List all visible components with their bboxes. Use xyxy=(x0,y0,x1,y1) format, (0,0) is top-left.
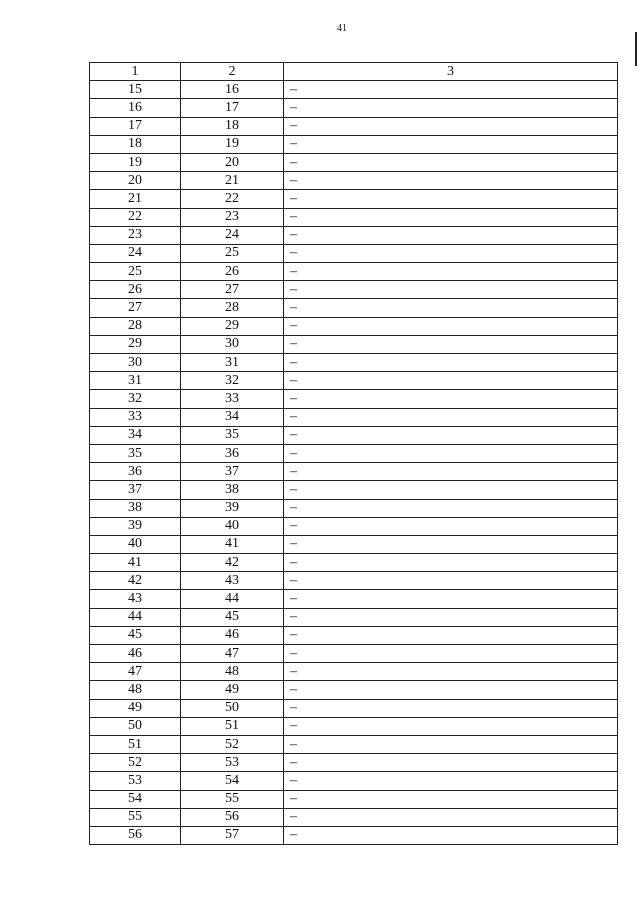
cell-col-1: 37 xyxy=(90,481,181,499)
cell-col-3: – xyxy=(284,354,618,372)
cell-col-3: – xyxy=(284,717,618,735)
cell-col-1: 55 xyxy=(90,808,181,826)
cell-col-3: – xyxy=(284,390,618,408)
cell-col-2: 52 xyxy=(181,735,284,753)
cell-col-2: 25 xyxy=(181,244,284,262)
cell-col-1: 21 xyxy=(90,190,181,208)
cell-col-2: 26 xyxy=(181,263,284,281)
cell-col-2: 28 xyxy=(181,299,284,317)
cell-col-2: 41 xyxy=(181,535,284,553)
cell-col-3: – xyxy=(284,663,618,681)
cell-col-1: 35 xyxy=(90,444,181,462)
table-row xyxy=(90,481,618,499)
cell-col-3: – xyxy=(284,172,618,190)
cell-col-2: 21 xyxy=(181,172,284,190)
table-row xyxy=(90,681,618,699)
cell-col-2: 55 xyxy=(181,790,284,808)
cell-col-1: 25 xyxy=(90,263,181,281)
cell-col-1: 42 xyxy=(90,572,181,590)
cell-col-1: 45 xyxy=(90,626,181,644)
table-row xyxy=(90,772,618,790)
page-number: 41 xyxy=(337,23,347,34)
table-row xyxy=(90,535,618,553)
cell-col-3: – xyxy=(284,463,618,481)
cell-col-3: – xyxy=(284,517,618,535)
cell-col-2: 57 xyxy=(181,826,284,844)
cell-col-2: 34 xyxy=(181,408,284,426)
cell-col-1: 47 xyxy=(90,663,181,681)
table-row xyxy=(90,754,618,772)
table-row xyxy=(90,299,618,317)
cell-col-3: – xyxy=(284,263,618,281)
cell-col-2: 46 xyxy=(181,626,284,644)
cell-col-3: – xyxy=(284,244,618,262)
table-header-row xyxy=(90,63,618,81)
column-header-1: 1 xyxy=(90,63,181,81)
cell-col-3: – xyxy=(284,608,618,626)
table-row xyxy=(90,790,618,808)
cell-col-3: – xyxy=(284,281,618,299)
cell-col-3: – xyxy=(284,117,618,135)
cell-col-1: 36 xyxy=(90,463,181,481)
cell-col-1: 17 xyxy=(90,117,181,135)
cell-col-2: 30 xyxy=(181,335,284,353)
cell-col-3: – xyxy=(284,444,618,462)
table-row xyxy=(90,99,618,117)
cell-col-2: 35 xyxy=(181,426,284,444)
cell-col-2: 50 xyxy=(181,699,284,717)
cell-col-2: 38 xyxy=(181,481,284,499)
cell-col-3: – xyxy=(284,481,618,499)
cell-col-1: 46 xyxy=(90,645,181,663)
cell-col-3: – xyxy=(284,735,618,753)
cell-col-1: 51 xyxy=(90,735,181,753)
cell-col-2: 32 xyxy=(181,372,284,390)
cell-col-2: 40 xyxy=(181,517,284,535)
table-row xyxy=(90,390,618,408)
cell-col-2: 44 xyxy=(181,590,284,608)
cell-col-1: 20 xyxy=(90,172,181,190)
cell-col-2: 20 xyxy=(181,153,284,171)
cell-col-1: 56 xyxy=(90,826,181,844)
cell-col-3: – xyxy=(284,554,618,572)
cell-col-3: – xyxy=(284,790,618,808)
table-row xyxy=(90,153,618,171)
cell-col-1: 18 xyxy=(90,135,181,153)
cell-col-1: 23 xyxy=(90,226,181,244)
table-row xyxy=(90,444,618,462)
cell-col-1: 16 xyxy=(90,99,181,117)
table-row xyxy=(90,499,618,517)
table-row xyxy=(90,117,618,135)
cell-col-3: – xyxy=(284,372,618,390)
cell-col-1: 48 xyxy=(90,681,181,699)
table-row xyxy=(90,135,618,153)
cell-col-3: – xyxy=(284,772,618,790)
cell-col-3: – xyxy=(284,499,618,517)
cell-col-3: – xyxy=(284,426,618,444)
cell-col-3: – xyxy=(284,699,618,717)
table-row xyxy=(90,263,618,281)
cell-col-2: 33 xyxy=(181,390,284,408)
cell-col-3: – xyxy=(284,208,618,226)
table-row xyxy=(90,717,618,735)
cell-col-2: 27 xyxy=(181,281,284,299)
cell-col-3: – xyxy=(284,408,618,426)
cell-col-2: 37 xyxy=(181,463,284,481)
cell-col-2: 42 xyxy=(181,554,284,572)
cell-col-3: – xyxy=(284,226,618,244)
table-row xyxy=(90,408,618,426)
cell-col-3: – xyxy=(284,572,618,590)
cell-col-3: – xyxy=(284,808,618,826)
table-row xyxy=(90,372,618,390)
cell-col-1: 50 xyxy=(90,717,181,735)
table-row xyxy=(90,208,618,226)
cell-col-1: 33 xyxy=(90,408,181,426)
cell-col-1: 27 xyxy=(90,299,181,317)
cell-col-2: 24 xyxy=(181,226,284,244)
cell-col-2: 17 xyxy=(181,99,284,117)
cell-col-1: 52 xyxy=(90,754,181,772)
cell-col-2: 31 xyxy=(181,354,284,372)
table-row xyxy=(90,281,618,299)
cell-col-1: 15 xyxy=(90,81,181,99)
cell-col-3: – xyxy=(284,81,618,99)
table-row xyxy=(90,572,618,590)
cell-col-2: 36 xyxy=(181,444,284,462)
cell-col-1: 40 xyxy=(90,535,181,553)
cell-col-1: 26 xyxy=(90,281,181,299)
cell-col-3: – xyxy=(284,317,618,335)
cell-col-2: 53 xyxy=(181,754,284,772)
table-row xyxy=(90,663,618,681)
cell-col-3: – xyxy=(284,153,618,171)
cell-col-1: 29 xyxy=(90,335,181,353)
cell-col-1: 44 xyxy=(90,608,181,626)
cell-col-2: 47 xyxy=(181,645,284,663)
table-row xyxy=(90,244,618,262)
table-row xyxy=(90,226,618,244)
cell-col-3: – xyxy=(284,535,618,553)
cell-col-2: 56 xyxy=(181,808,284,826)
table-body xyxy=(90,63,618,845)
cell-col-3: – xyxy=(284,681,618,699)
cell-col-1: 19 xyxy=(90,153,181,171)
cell-col-1: 30 xyxy=(90,354,181,372)
cell-col-1: 28 xyxy=(90,317,181,335)
cell-col-2: 22 xyxy=(181,190,284,208)
cell-col-2: 51 xyxy=(181,717,284,735)
cell-col-2: 18 xyxy=(181,117,284,135)
table-row xyxy=(90,590,618,608)
cell-col-1: 24 xyxy=(90,244,181,262)
cell-col-3: – xyxy=(284,190,618,208)
cell-col-2: 48 xyxy=(181,663,284,681)
cell-col-1: 41 xyxy=(90,554,181,572)
table-row xyxy=(90,463,618,481)
column-header-3: 3 xyxy=(284,63,618,81)
cell-col-3: – xyxy=(284,754,618,772)
table-row xyxy=(90,517,618,535)
cell-col-1: 53 xyxy=(90,772,181,790)
table-row xyxy=(90,81,618,99)
cell-col-3: – xyxy=(284,645,618,663)
page-edge-mark xyxy=(635,32,637,66)
table-row xyxy=(90,826,618,844)
cell-col-1: 49 xyxy=(90,699,181,717)
column-header-2: 2 xyxy=(181,63,284,81)
cell-col-2: 16 xyxy=(181,81,284,99)
table-row xyxy=(90,735,618,753)
table-row xyxy=(90,608,618,626)
cell-col-1: 31 xyxy=(90,372,181,390)
cell-col-1: 34 xyxy=(90,426,181,444)
cell-col-2: 54 xyxy=(181,772,284,790)
cell-col-2: 19 xyxy=(181,135,284,153)
cell-col-2: 49 xyxy=(181,681,284,699)
cell-col-2: 23 xyxy=(181,208,284,226)
table-row xyxy=(90,808,618,826)
cell-col-1: 39 xyxy=(90,517,181,535)
cell-col-3: – xyxy=(284,135,618,153)
cell-col-2: 29 xyxy=(181,317,284,335)
cell-col-3: – xyxy=(284,99,618,117)
table-row xyxy=(90,354,618,372)
cell-col-3: – xyxy=(284,590,618,608)
cell-col-2: 39 xyxy=(181,499,284,517)
cell-col-1: 54 xyxy=(90,790,181,808)
cell-col-3: – xyxy=(284,299,618,317)
cell-col-1: 32 xyxy=(90,390,181,408)
table-row xyxy=(90,426,618,444)
table-row xyxy=(90,554,618,572)
table-row xyxy=(90,699,618,717)
table-row xyxy=(90,172,618,190)
cell-col-3: – xyxy=(284,826,618,844)
cell-col-1: 22 xyxy=(90,208,181,226)
cell-col-1: 38 xyxy=(90,499,181,517)
table-row xyxy=(90,626,618,644)
cell-col-2: 43 xyxy=(181,572,284,590)
data-table xyxy=(89,62,618,845)
table-row xyxy=(90,190,618,208)
cell-col-3: – xyxy=(284,626,618,644)
table-row xyxy=(90,335,618,353)
cell-col-2: 45 xyxy=(181,608,284,626)
cell-col-3: – xyxy=(284,335,618,353)
table-row xyxy=(90,645,618,663)
table-row xyxy=(90,317,618,335)
cell-col-1: 43 xyxy=(90,590,181,608)
